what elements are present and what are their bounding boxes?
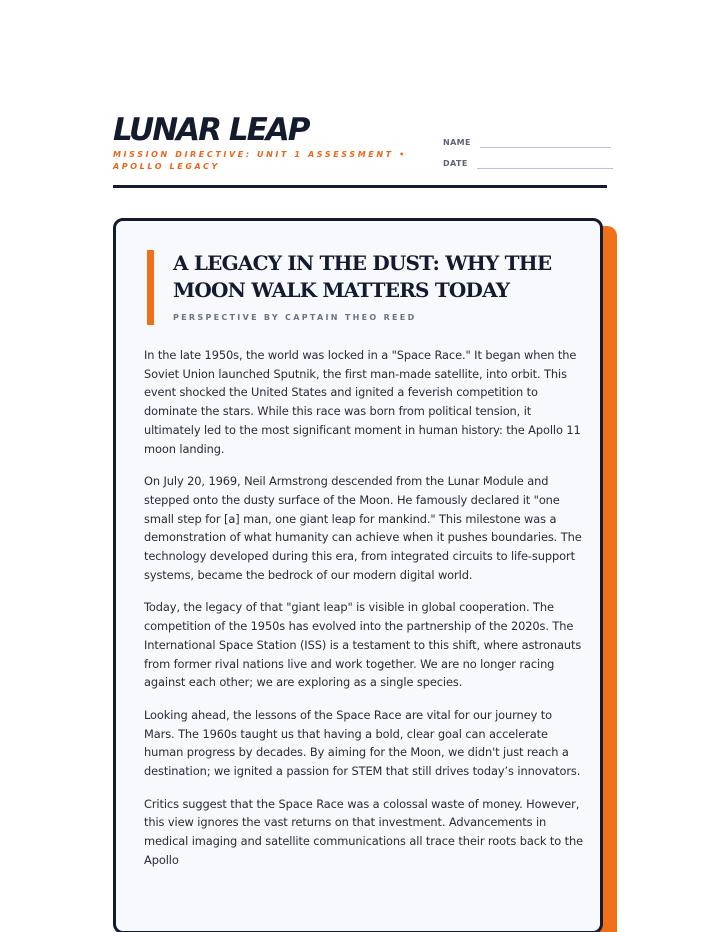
name-line[interactable] [480,147,611,148]
brand-title: LUNAR LEAP [113,112,309,148]
article-body [144,346,584,884]
name-field[interactable] [443,138,611,148]
paragraph: Today, the legacy of that "giant leap" is visible in global cooperation. The competition of the 1950s has evolved into the partnership of the 2020s. The International Space Station (ISS) is a testament to this shift, where astronauts from former rival nations live and work together. We are no longer racing against each other; we are exploring as a single species. [144,600,582,690]
date-field[interactable] [443,159,613,169]
mission-subtitle: MISSION DIRECTIVE: UNIT 1 ASSESSMENT • APOLLO LEGACY [113,150,407,171]
header-divider [113,185,607,188]
article-title: A LEGACY IN THE DUST: WHY THE MOON WALK MATTERS TODAY [173,251,552,302]
title-accent-bar [147,250,154,325]
date-line[interactable] [477,168,613,169]
name-label: NAME [443,138,471,147]
paragraph: In the late 1950s, the world was locked in a "Space Race." It began when the Soviet Union launched Sputnik, the first man-made satellite, into orbit. This event shocked the United States and ignited a feverish competition to dominate the stars. While this race was born from political tension, it ultimately led to the most significant moment in human history: the Apollo 11 moon landing. [144,348,581,456]
paragraph: Critics suggest that the Space Race was a colossal waste of money. However, this view ignores the vast returns on that investment. Advancements in medical imaging and satellite communications all trace their roots back to the Apollo [144,796,584,867]
worksheet-header [113,112,607,188]
article-card [113,218,603,932]
paragraph: Looking ahead, the lessons of the Space Race are vital for our journey to Mars. The 1960s taught us that having a bold, clear goal can accelerate human progress by decades. By aiming for the Moon, we didn't just reach a destination; we ignited a passion for STEM that still drives today’s innovators. [144,707,581,779]
date-label: DATE [443,159,468,168]
paragraph: On July 20, 1969, Neil Armstrong descended from the Lunar Module and stepped onto the dusty surface of the Moon. He famously declared it "one small step for [a] man, one giant leap for mankind." This milestone was a demonstration of what humanity can achieve when it pushes boundaries. The technology developed during this era, from integrated circuits to life-support systems, became the bedrock of our modern digital world. [144,474,582,582]
article-byline: PERSPECTIVE BY CAPTAIN THEO REED [173,313,417,322]
